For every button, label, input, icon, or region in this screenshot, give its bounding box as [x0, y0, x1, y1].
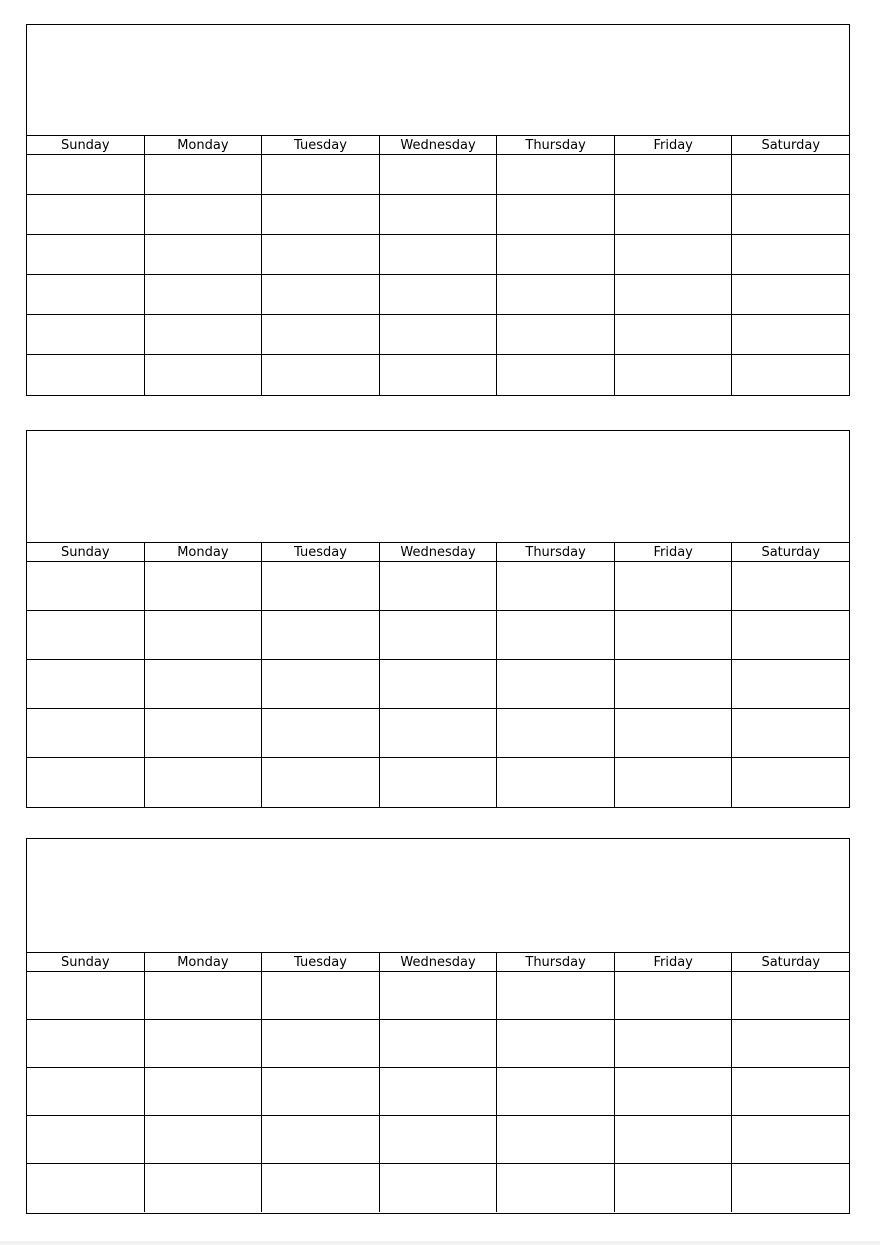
day-cell-sunday [27, 709, 145, 757]
week-row [27, 315, 849, 355]
day-cell-wednesday [380, 1068, 498, 1115]
page-bottom-edge [0, 1241, 880, 1245]
week-row [27, 660, 849, 709]
day-cell-tuesday [262, 355, 380, 395]
day-cell-monday [145, 972, 263, 1019]
weekday-header [27, 136, 849, 155]
calendar-1 [26, 24, 850, 396]
day-cell-thursday [497, 709, 615, 757]
day-cell-monday [145, 1164, 263, 1212]
day-cell-friday [615, 155, 733, 194]
week-row [27, 155, 849, 195]
day-cell-thursday [497, 758, 615, 807]
day-cell-tuesday [262, 611, 380, 659]
week-grid [27, 972, 849, 1212]
day-name-wednesday: Wednesday [380, 136, 498, 154]
day-cell-wednesday [380, 155, 498, 194]
day-cell-friday [615, 1164, 733, 1212]
day-cell-saturday [732, 709, 849, 757]
day-cell-wednesday [380, 235, 498, 274]
day-cell-sunday [27, 1164, 145, 1212]
day-cell-monday [145, 315, 263, 354]
day-name-wednesday: Wednesday [380, 543, 498, 561]
day-cell-friday [615, 195, 733, 234]
day-cell-saturday [732, 758, 849, 807]
day-cell-thursday [497, 275, 615, 314]
day-cell-saturday [732, 1020, 849, 1067]
day-cell-sunday [27, 1020, 145, 1067]
day-cell-sunday [27, 758, 145, 807]
day-cell-wednesday [380, 709, 498, 757]
day-cell-thursday [497, 1020, 615, 1067]
day-cell-monday [145, 611, 263, 659]
day-cell-tuesday [262, 235, 380, 274]
day-cell-sunday [27, 355, 145, 395]
day-cell-saturday [732, 315, 849, 354]
day-cell-friday [615, 972, 733, 1019]
day-name-tuesday: Tuesday [262, 136, 380, 154]
week-grid [27, 562, 849, 807]
day-name-sunday: Sunday [27, 953, 145, 971]
day-cell-thursday [497, 972, 615, 1019]
week-row [27, 235, 849, 275]
day-cell-tuesday [262, 1116, 380, 1163]
week-row [27, 709, 849, 758]
day-name-monday: Monday [145, 136, 263, 154]
day-cell-thursday [497, 195, 615, 234]
day-name-friday: Friday [615, 136, 733, 154]
week-row [27, 758, 849, 807]
calendar-3 [26, 838, 850, 1214]
day-cell-saturday [732, 562, 849, 610]
day-cell-tuesday [262, 562, 380, 610]
day-cell-sunday [27, 660, 145, 708]
day-cell-friday [615, 355, 733, 395]
day-cell-monday [145, 1068, 263, 1115]
week-row [27, 1116, 849, 1164]
day-cell-thursday [497, 611, 615, 659]
day-name-tuesday: Tuesday [262, 953, 380, 971]
day-cell-tuesday [262, 1164, 380, 1212]
day-cell-wednesday [380, 660, 498, 708]
day-cell-friday [615, 1116, 733, 1163]
week-row [27, 355, 849, 395]
day-cell-saturday [732, 235, 849, 274]
day-name-sunday: Sunday [27, 136, 145, 154]
day-cell-monday [145, 235, 263, 274]
day-cell-tuesday [262, 155, 380, 194]
day-cell-wednesday [380, 758, 498, 807]
day-cell-thursday [497, 355, 615, 395]
day-cell-sunday [27, 195, 145, 234]
day-name-thursday: Thursday [497, 953, 615, 971]
day-cell-saturday [732, 195, 849, 234]
day-cell-saturday [732, 972, 849, 1019]
day-cell-monday [145, 355, 263, 395]
week-row [27, 195, 849, 235]
day-cell-monday [145, 758, 263, 807]
day-cell-sunday [27, 315, 145, 354]
day-name-saturday: Saturday [761, 138, 821, 153]
calendar-title-area [27, 25, 849, 136]
day-name-friday: Friday [615, 953, 733, 971]
day-cell-saturday [732, 611, 849, 659]
week-grid [27, 155, 849, 395]
day-cell-tuesday [262, 275, 380, 314]
day-cell-saturday [732, 355, 849, 395]
day-cell-sunday [27, 562, 145, 610]
week-row [27, 1020, 849, 1068]
day-cell-sunday [27, 972, 145, 1019]
day-cell-friday [615, 758, 733, 807]
calendar-title-area [27, 431, 849, 543]
day-cell-thursday [497, 1164, 615, 1212]
day-cell-saturday [732, 275, 849, 314]
day-cell-thursday [497, 660, 615, 708]
day-cell-wednesday [380, 972, 498, 1019]
day-cell-sunday [27, 1116, 145, 1163]
day-name-friday: Friday [615, 543, 733, 561]
day-cell-wednesday [380, 355, 498, 395]
week-row [27, 562, 849, 611]
day-cell-tuesday [262, 1020, 380, 1067]
day-cell-wednesday [380, 275, 498, 314]
day-cell-friday [615, 315, 733, 354]
day-cell-friday [615, 611, 733, 659]
day-cell-tuesday [262, 972, 380, 1019]
day-cell-monday [145, 155, 263, 194]
day-cell-monday [145, 562, 263, 610]
day-cell-sunday [27, 155, 145, 194]
day-cell-wednesday [380, 1020, 498, 1067]
day-cell-monday [145, 660, 263, 708]
day-cell-thursday [497, 1116, 615, 1163]
day-cell-sunday [27, 1068, 145, 1115]
day-cell-monday [145, 275, 263, 314]
day-cell-thursday [497, 1068, 615, 1115]
day-name-monday: Monday [145, 543, 263, 561]
day-cell-monday [145, 1116, 263, 1163]
day-cell-wednesday [380, 611, 498, 659]
day-cell-friday [615, 1020, 733, 1067]
calendar-title-area [27, 839, 849, 953]
day-cell-sunday [27, 611, 145, 659]
day-name-sunday: Sunday [27, 543, 145, 561]
day-cell-sunday [27, 275, 145, 314]
day-cell-friday [615, 1068, 733, 1115]
day-cell-tuesday [262, 195, 380, 234]
day-cell-saturday [732, 155, 849, 194]
day-cell-tuesday [262, 709, 380, 757]
day-cell-friday [615, 235, 733, 274]
day-name-saturday: Saturday [761, 955, 821, 970]
day-cell-saturday [732, 1068, 849, 1115]
day-cell-tuesday [262, 315, 380, 354]
day-name-wednesday: Wednesday [380, 953, 498, 971]
day-cell-thursday [497, 562, 615, 610]
day-cell-friday [615, 562, 733, 610]
day-cell-thursday [497, 155, 615, 194]
day-cell-tuesday [262, 758, 380, 807]
week-row [27, 275, 849, 315]
day-name-tuesday: Tuesday [262, 543, 380, 561]
weekday-header [27, 543, 849, 562]
day-cell-tuesday [262, 1068, 380, 1115]
week-row [27, 1164, 849, 1212]
day-cell-wednesday [380, 1116, 498, 1163]
day-cell-friday [615, 709, 733, 757]
day-cell-monday [145, 709, 263, 757]
day-cell-thursday [497, 235, 615, 274]
day-name-saturday: Saturday [761, 545, 821, 560]
day-name-thursday: Thursday [497, 136, 615, 154]
day-cell-wednesday [380, 1164, 498, 1212]
day-cell-wednesday [380, 562, 498, 610]
day-cell-wednesday [380, 195, 498, 234]
day-cell-friday [615, 660, 733, 708]
day-name-monday: Monday [145, 953, 263, 971]
day-cell-friday [615, 275, 733, 314]
day-cell-monday [145, 1020, 263, 1067]
day-name-thursday: Thursday [497, 543, 615, 561]
day-cell-monday [145, 195, 263, 234]
day-cell-wednesday [380, 315, 498, 354]
week-row [27, 611, 849, 660]
weekday-header [27, 953, 849, 972]
day-cell-thursday [497, 315, 615, 354]
day-cell-saturday [732, 1164, 849, 1212]
calendar-2 [26, 430, 850, 808]
week-row [27, 972, 849, 1020]
day-cell-saturday [732, 1116, 849, 1163]
day-cell-sunday [27, 235, 145, 274]
week-row [27, 1068, 849, 1116]
day-cell-tuesday [262, 660, 380, 708]
day-cell-saturday [732, 660, 849, 708]
